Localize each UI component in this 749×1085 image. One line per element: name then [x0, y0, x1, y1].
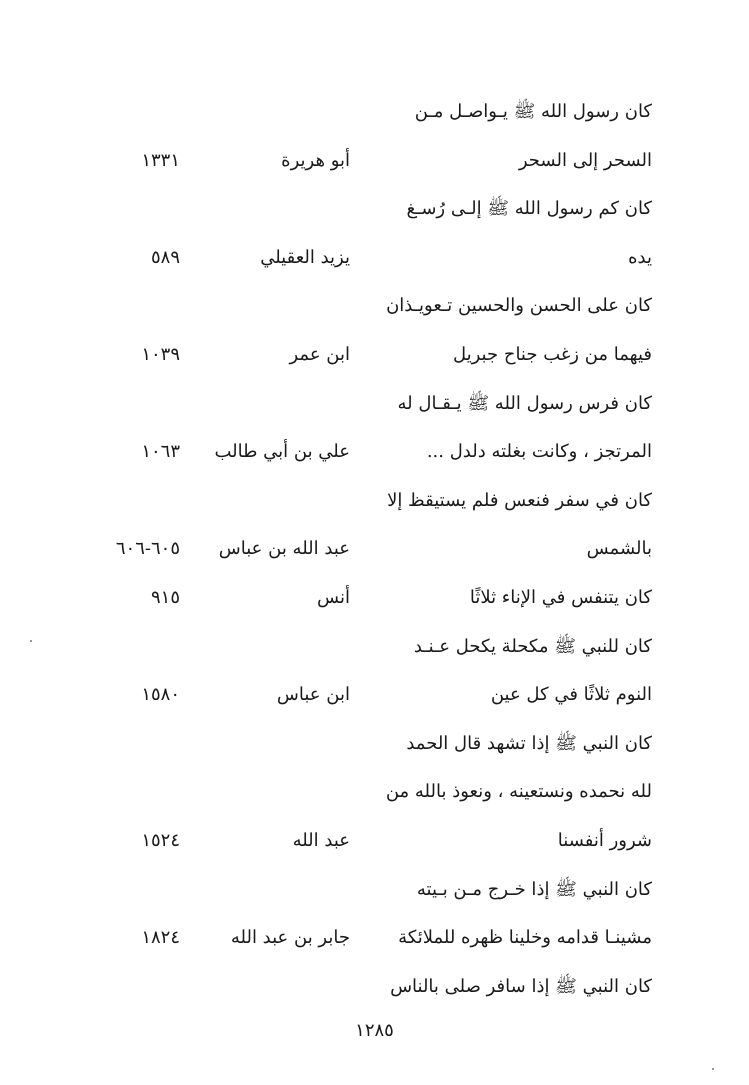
hadith-text-line: كان يتنفس في الإناء ثلاثًا [469, 587, 652, 608]
hadith-text-line: كان النبي ﷺ إذا تشهد قال الحمد [406, 733, 652, 754]
page-number: ١٢٨٥ [355, 1020, 394, 1041]
hadith-text-line: النوم ثلاثًا في كل عين [490, 684, 652, 705]
narrator-name: عبد الله بن عباس [218, 538, 350, 559]
hadith-text-line: يده [628, 247, 652, 268]
narrator-name: عبد الله [292, 830, 350, 851]
hadith-text-line: فيهما من زغب جناح جبريل [452, 344, 652, 365]
hadith-text-line: لله نحمده ونستعينه ، ونعوذ بالله من [385, 781, 652, 802]
narrator-name: أبو هريرة [281, 150, 350, 171]
hadith-text-line: مشينـا قدامه وخلينا ظهره للملائكة [398, 927, 652, 948]
hadith-number: ٦٠٥-٦٠٦ [115, 538, 180, 559]
hadith-number: ٩١٥ [150, 587, 180, 608]
hadith-text-line: شرور أنفسنا [557, 830, 652, 851]
hadith-text-line: كان فرس رسول الله ﷺ يـقـال له [397, 393, 652, 414]
narrator-name: ابن عمر [289, 344, 350, 365]
narrator-name: أنس [317, 587, 350, 608]
hadith-number: ٥٨٩ [150, 247, 180, 268]
narrator-name: جابر بن عبد الله [230, 927, 350, 948]
hadith-text-line: المرتجز ، وكانت بغلته دلدل ... [426, 441, 652, 462]
hadith-text-line: كان النبي ﷺ إذا خـرج مـن بـيته [416, 879, 652, 900]
hadith-number: ١٠٣٩ [141, 344, 180, 365]
scan-speck [712, 1068, 714, 1070]
hadith-text-line: كان النبي ﷺ إذا سافر صلى بالناس [390, 976, 652, 997]
hadith-number: ١٠٦٣ [141, 441, 180, 462]
hadith-text-line: كان على الحسن والحسين تـعويـذان [386, 295, 652, 316]
hadith-number: ١٥٨٠ [141, 684, 180, 705]
narrator-name: ابن عباس [276, 684, 350, 705]
narrator-name: يزيد العقيلي [260, 247, 350, 268]
hadith-text-line: السحر إلى السحر [518, 150, 652, 171]
scan-speck [30, 640, 32, 642]
hadith-text-line: بالشمس [586, 538, 652, 559]
hadith-number: ١٥٢٤ [141, 830, 180, 851]
hadith-text-line: كان للنبي ﷺ مكحلة يكحل عـنـد [413, 636, 652, 657]
hadith-text-line: كان كم رسول الله ﷺ إلـى رُسـغ [406, 198, 652, 219]
hadith-number: ١٣٣١ [141, 150, 180, 171]
hadith-text-line: كان في سفر فنعس فلم يستيقظ إلا [387, 490, 652, 511]
hadith-number: ١٨٢٤ [141, 927, 180, 948]
hadith-text-line: كان رسول الله ﷺ يـواصـل مـن [414, 101, 652, 122]
narrator-name: علي بن أبي طالب [214, 441, 350, 462]
